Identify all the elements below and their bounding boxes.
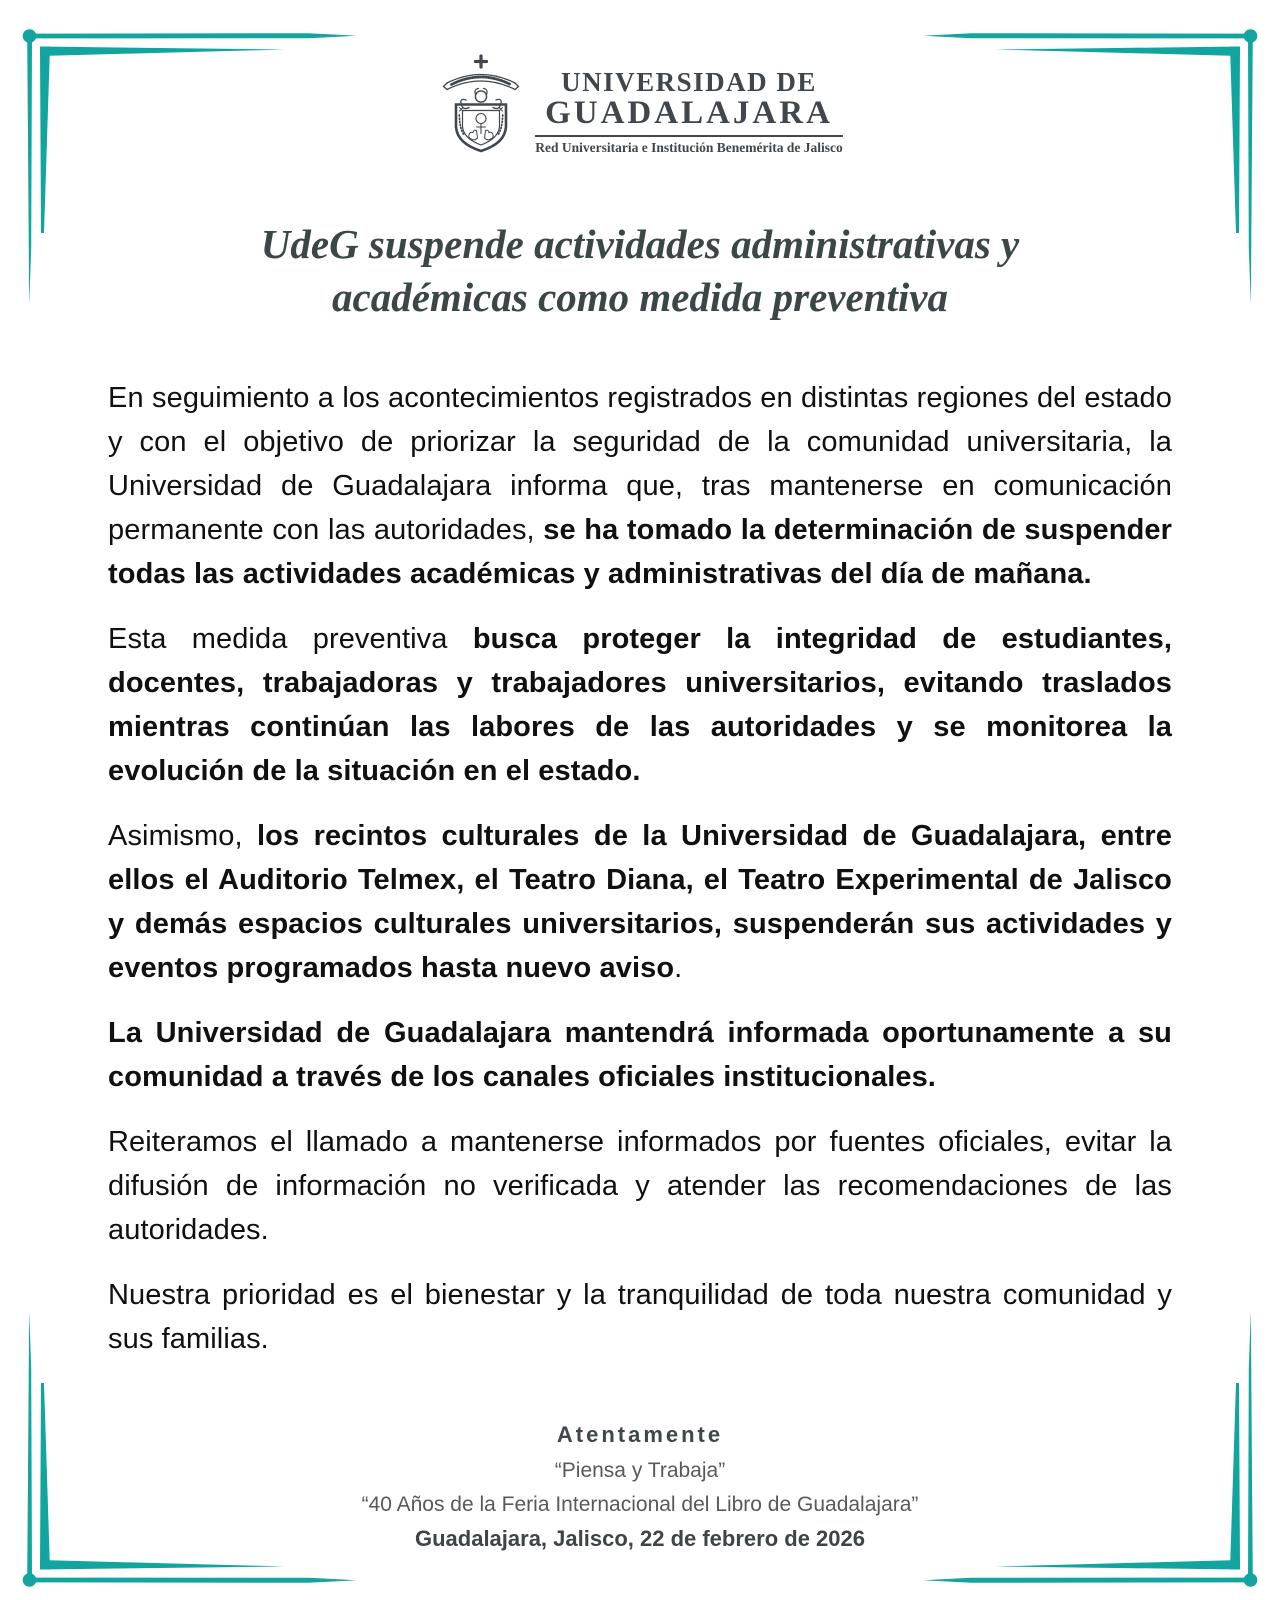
corner-flourish-top-right-icon	[921, 23, 1261, 315]
udeg-logo	[437, 52, 842, 156]
logo-name-line1: UNIVERSIDAD DE	[561, 67, 817, 97]
paragraph-run: Esta medida preventiva	[108, 623, 473, 655]
footer-motto: “Piensa y Trabaja”	[554, 1459, 726, 1482]
paragraph	[108, 1011, 1172, 1099]
logo-divider	[535, 135, 842, 137]
paragraph	[108, 617, 1172, 793]
paragraph-run: Asimismo,	[108, 820, 257, 852]
paragraph-run-bold: La Universidad de Guadalajara mantendrá informada oportunamente a su comunidad a través de los canales oficiales institucionales.	[108, 1017, 1172, 1093]
footer-anniversary: “40 Años de la Feria Internacional del Libro de Guadalajara”	[361, 1493, 919, 1516]
logo-tagline: Red Universitaria e Institución Benemérita de Jalisco	[535, 139, 843, 155]
paragraph-run-bold: busca proteger la integridad de estudiantes, docentes, trabajadoras y trabajadores universitarios, evitando traslados mientras continúan las labores de las autoridades y se monitorea la evolución de la situación en el estado.	[108, 623, 1172, 787]
paragraph-run: En seguimiento a los acontecimientos registrados en distintas regiones del estado y con el objetivo de priorizar la seguridad de la comunidad universitaria, la Universidad de Guadalajara informa que, tras mantenerse en comunicación permanente con las autoridades,	[108, 382, 1172, 546]
paragraph-run-bold: se ha tomado la determinación de suspender todas las actividades académicas y administrativas del día de mañana.	[108, 514, 1172, 590]
udeg-logotype	[535, 52, 842, 156]
paragraph-run-bold: los recintos culturales de la Universidad de Guadalajara, entre ellos el Auditorio Telmex, el Teatro Diana, el Teatro Experimental de Jalisco y demás espacios culturales universitarios, suspenderán sus actividades y eventos programados hasta nuevo aviso	[108, 820, 1172, 984]
body-paragraphs	[108, 376, 1172, 1361]
page-title-line1: UdeG suspende actividades administrativas y	[260, 221, 1020, 267]
footer-salutation: Atentamente	[556, 1422, 724, 1447]
corner-flourish-top-left-icon	[19, 23, 359, 315]
paragraph-run: Reiteramos el llamado a mantenerse informados por fuentes oficiales, evitar la difusión de información no verificada y atender las recomendaciones de las autoridades.	[108, 1126, 1172, 1246]
logo-name-line2: GUADALAJARA	[545, 95, 833, 132]
paragraph-run: Nuestra prioridad es el bienestar y la tranquilidad de toda nuestra comunidad y sus familias.	[108, 1279, 1172, 1355]
paragraph-run: .	[674, 952, 683, 984]
paragraph	[108, 814, 1172, 990]
footer	[0, 1422, 1280, 1552]
paragraph	[108, 376, 1172, 596]
page-title-line2: académicas como medida preventiva	[332, 274, 948, 320]
udeg-crest-icon	[437, 54, 525, 156]
footer-dateline: Guadalajara, Jalisco, 22 de febrero de 2026	[414, 1526, 865, 1551]
paragraph	[108, 1120, 1172, 1252]
